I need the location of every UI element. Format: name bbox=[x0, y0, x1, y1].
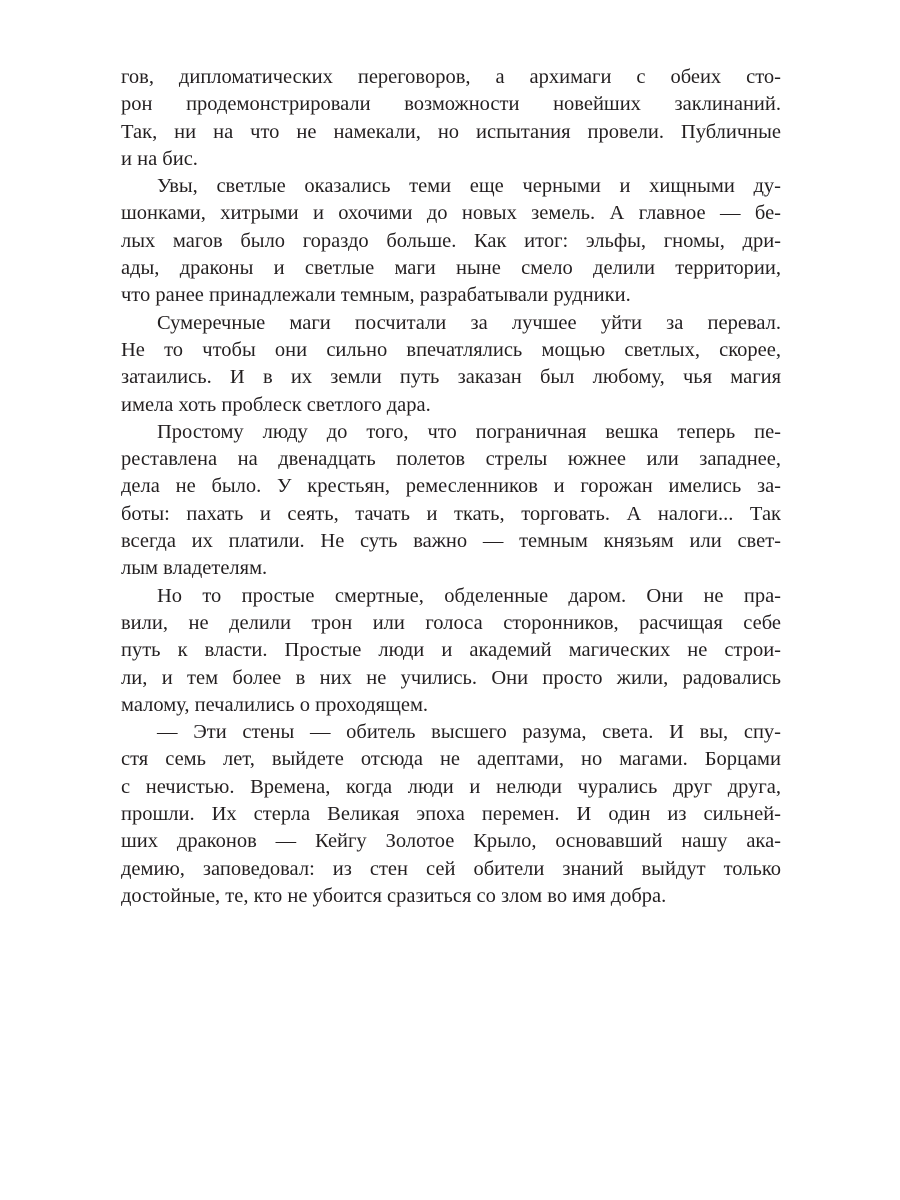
paragraph-2 bbox=[121, 173, 781, 309]
text-line: шонками, хитрыми и охочими до новых земель. А главное — бе- bbox=[121, 202, 781, 225]
text-line: и на бис. bbox=[121, 147, 198, 170]
text-line: Так, ни на что не намекали, но испытания провели. Публичные bbox=[121, 120, 781, 143]
page-body bbox=[121, 64, 781, 910]
text-line: — Эти стены — обитель высшего разума, света. И вы, спу- bbox=[157, 721, 781, 744]
text-line: ли, и тем более в них не учились. Они просто жили, радовались bbox=[121, 666, 781, 689]
text-line: лых магов было гораздо больше. Как итог: эльфы, гномы, дри- bbox=[121, 229, 781, 252]
text-line: Не то чтобы они сильно впечатлялись мощью светлых, скорее, bbox=[121, 338, 781, 361]
text-line: всегда их платили. Не суть важно — темным князьям или свет- bbox=[121, 530, 781, 553]
text-line: стя семь лет, выйдете отсюда не адептами, но магами. Борцами bbox=[121, 748, 781, 771]
text-line: демию, заповедовал: из стен сей обители знаний выйдут только bbox=[121, 857, 781, 880]
text-line: достойные, те, кто не убоится сразиться со злом во имя добра. bbox=[121, 884, 667, 907]
text-line: затаились. И в их земли путь заказан был любому, чья магия bbox=[121, 366, 781, 389]
text-line: Но то простые смертные, обделенные даром. Они не пра- bbox=[157, 584, 781, 607]
paragraph-1 bbox=[121, 64, 781, 173]
text-line: Сумеречные маги посчитали за лучшее уйти за перевал. bbox=[157, 311, 781, 334]
text-line: ады, драконы и светлые маги ныне смело делили территории, bbox=[121, 257, 781, 280]
text-line: лым владетелям. bbox=[121, 557, 268, 580]
text-line: Увы, светлые оказались теми еще черными и хищными ду- bbox=[157, 175, 781, 198]
text-line: прошли. Их стерла Великая эпоха перемен. И один из сильней- bbox=[121, 803, 781, 826]
text-line: с нечистью. Времена, когда люди и нелюди чурались друг друга, bbox=[121, 775, 781, 798]
text-line: боты: пахать и сеять, тачать и ткать, торговать. А налоги... Так bbox=[121, 502, 781, 525]
paragraph-3 bbox=[121, 310, 781, 419]
text-line: реставлена на двенадцать полетов стрелы южнее или западнее, bbox=[121, 448, 781, 471]
text-line: гов, дипломатических переговоров, а архимаги с обеих сто- bbox=[121, 66, 781, 88]
paragraph-5 bbox=[121, 583, 781, 719]
text-line: путь к власти. Простые люди и академий магических не строи- bbox=[121, 639, 781, 662]
text-line: Простому люду до того, что пограничная вешка теперь пе- bbox=[157, 420, 781, 443]
text-line: ших драконов — Кейгу Золотое Крыло, основавший нашу ака- bbox=[121, 830, 781, 853]
text-line: малому, печалились о проходящем. bbox=[121, 693, 429, 716]
paragraph-4 bbox=[121, 419, 781, 583]
paragraph-6 bbox=[121, 719, 781, 910]
text-line: что ранее принадлежали темным, разрабатывали рудники. bbox=[121, 284, 631, 307]
text-line: имела хоть проблеск светлого дара. bbox=[121, 393, 431, 416]
text-line: рон продемонстрировали возможности новейших заклинаний. bbox=[121, 93, 781, 116]
text-line: дела не было. У крестьян, ремесленников и горожан имелись за- bbox=[121, 475, 781, 498]
text-line: вили, не делили трон или голоса сторонников, расчищая себе bbox=[121, 611, 781, 634]
